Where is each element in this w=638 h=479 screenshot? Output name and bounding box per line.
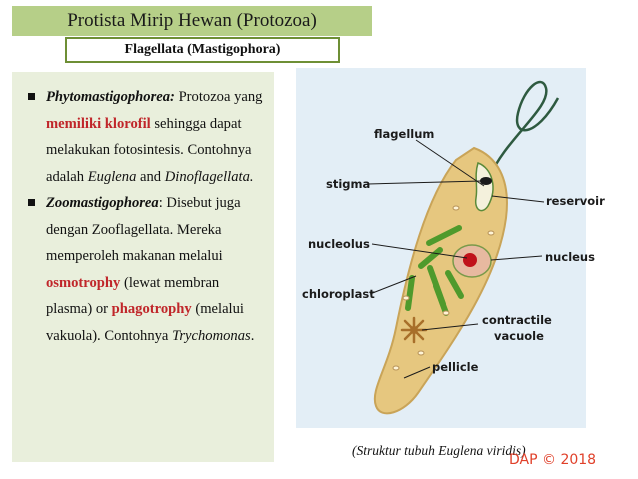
label-pellicle: pellicle <box>432 360 479 374</box>
label-nucleolus: nucleolus <box>308 237 370 251</box>
euglena-diagram <box>296 68 605 428</box>
text-segment: (melalui vakuola). Contohnya <box>46 301 244 344</box>
example-dinoflagellata: Dinoflagellata. <box>164 168 254 185</box>
text-panel <box>12 72 274 462</box>
text-segment: and <box>136 168 165 185</box>
example-euglena: Euglena <box>87 168 137 185</box>
slide-title: Protista Mirip Hewan (Protozoa) <box>12 6 372 36</box>
figure-caption: (Struktur tubuh Euglena viridis) <box>352 443 526 458</box>
highlight-klorofil: memiliki klorofil <box>46 115 151 132</box>
bullet-square-icon <box>28 199 35 206</box>
text-segment: : Disebut juga dengan Zooflagellata. Mereka memperoleh makanan melalui <box>46 195 241 264</box>
stigma-shape <box>480 177 492 185</box>
chloroplast-shape <box>408 278 412 308</box>
example-trychomonas: Trychomonas <box>172 327 251 344</box>
bullet-zoomastigophorea <box>28 190 268 349</box>
label-contractile: contractile <box>482 313 552 327</box>
label-stigma: stigma <box>326 177 371 191</box>
term-phytomastigophorea: Phytomastigophorea: <box>46 89 175 105</box>
label-chloroplast: chloroplast <box>302 287 375 301</box>
nucleolus-shape <box>463 253 477 267</box>
label-vacuole: vacuole <box>494 329 544 343</box>
euglena-illustration <box>296 68 605 428</box>
highlight-phagotrophy: phagotrophy <box>111 301 192 317</box>
bullet-phytomastigophorea <box>28 84 268 190</box>
slide-subtitle: Flagellata (Mastigophora) <box>65 37 340 63</box>
copyright-credit: DAP © 2018 <box>509 452 597 468</box>
highlight-osmotrophy: osmotrophy <box>46 274 121 291</box>
label-reservoir: reservoir <box>546 194 605 208</box>
label-nucleus: nucleus <box>545 250 595 264</box>
label-flagellum: flagellum <box>374 127 435 141</box>
text-segment: Protozoa yang <box>174 89 263 105</box>
flagellum-shape <box>489 82 558 178</box>
bullet-square-icon <box>28 93 35 100</box>
term-zoomastigophorea: Zoomastigophorea <box>46 195 159 211</box>
text-segment: . <box>250 327 255 344</box>
text-segment: sehingga dapat melakukan fotosintesis. Contohnya adalah <box>46 115 252 185</box>
text-segment: (lewat membran plasma) or <box>46 274 220 317</box>
